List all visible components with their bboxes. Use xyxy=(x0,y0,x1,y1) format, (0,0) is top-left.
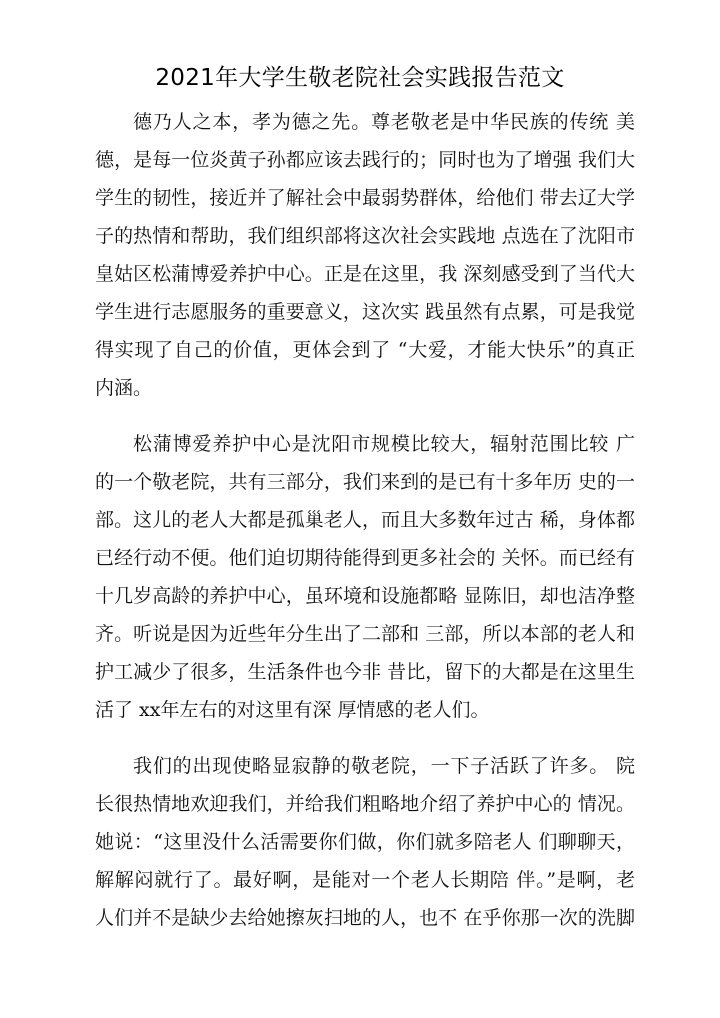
paragraph-line: 学生的韧性，接近并了解社会中最弱势群体，给他们 带去辽大学 xyxy=(95,187,635,209)
paragraph-line: 部。这儿的老人大都是孤巢老人，而且大多数年过古 稀，身体都 xyxy=(95,509,635,531)
paragraph-2 xyxy=(95,425,635,729)
paragraph-line: 得实现了自己的价值，更体会到了 “大爱，才能大快乐”的真正 xyxy=(95,339,635,361)
paragraph-line: 解解闷就行了。最好啊，是能对一个老人长期陪 伴。”是啊，老 xyxy=(95,869,635,891)
paragraph-line: 人们并不是缺少去给她擦灰扫地的人，也不 在乎你那一次的洗脚 xyxy=(95,907,635,929)
paragraph-line: 十几岁高龄的养护中心，虽环境和设施都略 显陈旧，却也洁净整 xyxy=(95,585,635,607)
paragraph-1 xyxy=(95,103,635,407)
paragraph-line: 内涵。 xyxy=(95,377,153,399)
paragraph-line: 护工减少了很多，生活条件也今非 昔比，留下的大都是在这里生 xyxy=(95,661,635,683)
paragraph-line: 我们的出现使略显寂静的敬老院，一下子活跃了许多。 院 xyxy=(133,755,635,777)
paragraph-line: 齐。听说是因为近些年分生出了二部和 三部，所以本部的老人和 xyxy=(95,623,635,645)
paragraph-line: 皇姑区松蒲博爱养护中心。正是在这里，我 深刻感受到了当代大 xyxy=(95,263,635,285)
paragraph-line: 松蒲博爱养护中心是沈阳市规模比较大，辐射范围比较 广 xyxy=(133,433,635,455)
paragraph-line: 长很热情地欢迎我们，并给我们粗略地介绍了养护中心的 情况。 xyxy=(95,793,635,815)
paragraph-line: 子的热情和帮助，我们组织部将这次社会实践地 点选在了沈阳市 xyxy=(95,225,635,247)
paragraph-3 xyxy=(95,747,635,937)
paragraph-line: 德，是每一位炎黄子孙都应该去践行的；同时也为了增强 我们大 xyxy=(95,149,635,171)
paragraph-line: 学生进行志愿服务的重要意义，这次实 践虽然有点累，可是我觉 xyxy=(95,301,635,323)
paragraph-line: 活了 xx年左右的对这里有深 厚情感的老人们。 xyxy=(95,699,490,721)
paragraph-line: 已经行动不便。他们迫切期待能得到更多社会的 关怀。而已经有 xyxy=(95,547,635,569)
paragraph-line: 她说：“这里没什么活需要你们做，你们就多陪老人 们聊聊天， xyxy=(95,831,635,853)
paragraph-line: 德乃人之本，孝为德之先。尊老敬老是中华民族的传统 美 xyxy=(133,111,635,133)
document-title: 2021年大学生敬老院社会实践报告范文 xyxy=(155,65,565,91)
paragraph-line: 的一个敬老院，共有三部分，我们来到的是已有十多年历 史的一 xyxy=(95,471,635,493)
